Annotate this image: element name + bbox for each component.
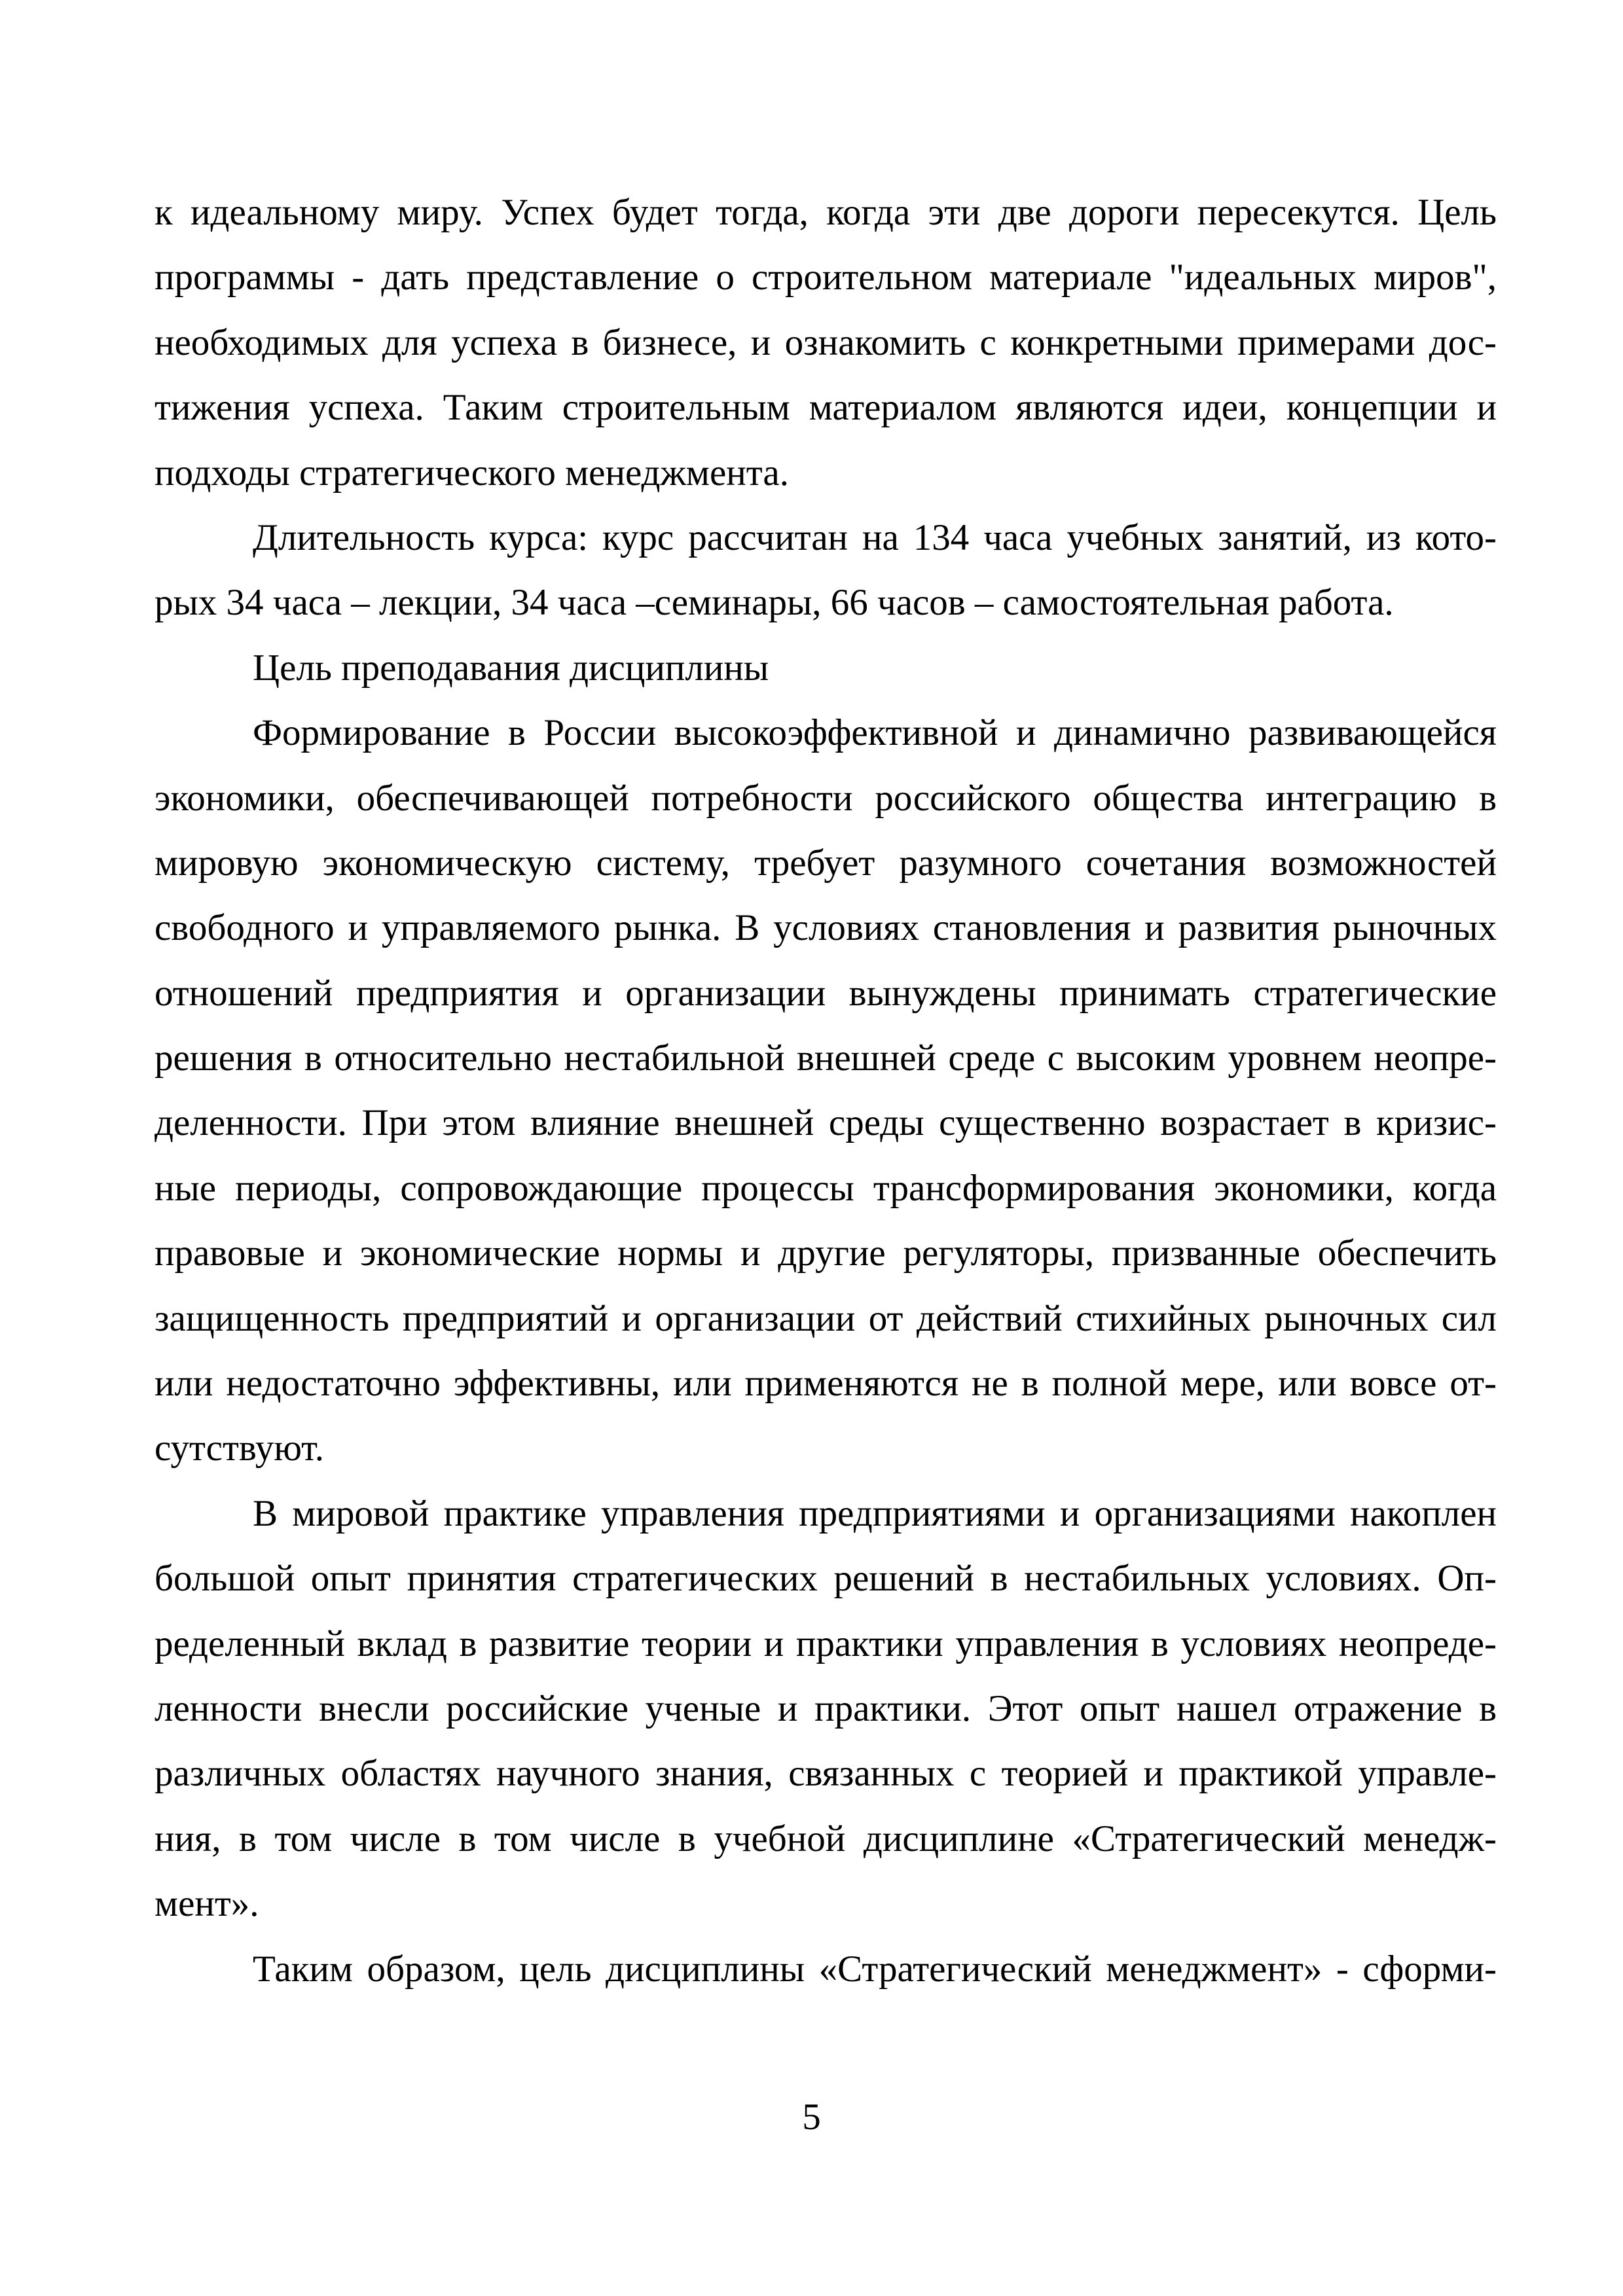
page-number: 5 [802, 2096, 821, 2138]
paragraph-p5 [155, 1481, 1497, 1937]
text-line: ния, в том числе в том числе в учебной дисциплине «Стратегический менедж- [155, 1818, 1497, 1859]
text-line: деленности. При этом влияние внешней среды существенно возрастает в кризис- [155, 1102, 1497, 1144]
paragraph-p1 [155, 180, 1497, 505]
text-line: отношений предприятия и организации вынуждены принимать стратегические [155, 972, 1497, 1014]
text-line: В мировой практике управления предприятиями и организациями накоплен [253, 1492, 1497, 1534]
document-body [155, 180, 1497, 2001]
text-line: ленности внесли российские ученые и практики. Этот опыт нашел отражение в [155, 1687, 1497, 1729]
text-line: Таким образом, цель дисциплины «Стратегический менеджмент» - сформи- [253, 1948, 1497, 1990]
text-line: сутствуют. [155, 1427, 325, 1469]
text-line: рых 34 часа – лекции, 34 часа –семинары, 66 часов – самостоятельная работа. [155, 582, 1394, 624]
text-line: экономики, обеспечивающей потребности российского общества интеграцию в [155, 777, 1497, 819]
paragraph-p6 [155, 1937, 1497, 2001]
text-line: программы - дать представление о строительном материале "идеальных миров", [155, 257, 1497, 298]
text-line: мировую экономическую систему, требует разумного сочетания возможностей [155, 842, 1497, 884]
text-line: ределенный вклад в развитие теории и практики управления в условиях неопреде- [155, 1623, 1497, 1664]
text-line: тижения успеха. Таким строительным материалом являются идеи, концепции и [155, 387, 1497, 429]
text-line: большой опыт принятия стратегических решений в нестабильных условиях. Оп- [155, 1558, 1497, 1600]
paragraph-p3 [155, 636, 1497, 700]
text-line: различных областях научного знания, связанных с теорией и практикой управле- [155, 1753, 1497, 1795]
text-line: правовые и экономические нормы и другие регуляторы, призванные обеспечить [155, 1232, 1497, 1274]
text-line: свободного и управляемого рынка. В условиях становления и развития рыночных [155, 907, 1497, 949]
paragraph-p4 [155, 700, 1497, 1481]
text-line: Цель преподавания дисциплины [253, 647, 769, 689]
text-line: ные периоды, сопровождающие процессы трансформирования экономики, когда [155, 1167, 1497, 1209]
text-line: Длительность курса: курс рассчитан на 134 часа учебных занятий, из кото- [253, 516, 1497, 558]
text-line: к идеальному миру. Успех будет тогда, когда эти две дороги пересекутся. Цель [155, 192, 1497, 233]
text-line: защищенность предприятий и организации от действий стихийных рыночных сил [155, 1297, 1497, 1339]
text-line: мент». [155, 1883, 259, 1925]
text-line: подходы стратегического менеджмента. [155, 452, 789, 493]
text-line: необходимых для успеха в бизнесе, и ознакомить с конкретными примерами дос- [155, 321, 1497, 363]
text-line: Формирование в России высокоэффективной и динамично развивающейся [253, 712, 1497, 754]
text-line: или недостаточно эффективны, или применяются не в полной мере, или вовсе от- [155, 1363, 1497, 1405]
text-line: решения в относительно нестабильной внешней среде с высоким уровнем неопре- [155, 1037, 1497, 1079]
paragraph-p2 [155, 505, 1497, 636]
